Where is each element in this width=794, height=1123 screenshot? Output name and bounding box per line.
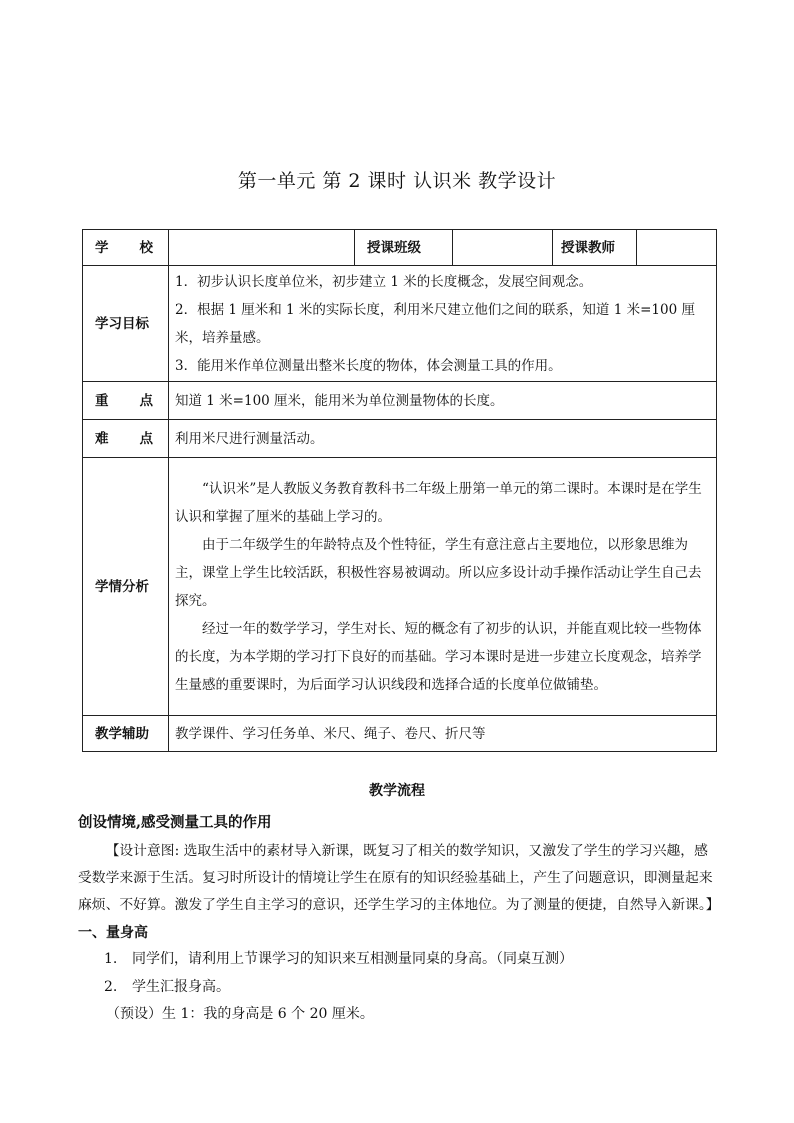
key-label-char-2: 点 [139, 392, 153, 409]
class-label: 授课班级 [355, 230, 453, 266]
goal-item-1: 1．初步认识长度单位米，初步建立 1 米的长度概念，发展空间观念。 [175, 273, 593, 290]
goals-label: 学习目标 [83, 266, 169, 382]
section-heading: 创设情境,感受测量工具的作用 [78, 814, 272, 831]
flow-heading: 教学流程 [369, 783, 425, 799]
list-item [104, 948, 573, 968]
page-title: 第一单元 第 2 课时 认识米 教学设计 [237, 170, 557, 192]
key-point-text: 知道 1 米=100 厘米，能用米为单位测量物体的长度。 [169, 382, 717, 420]
table-row [83, 266, 717, 382]
list-number: 2. [104, 979, 118, 995]
diff-label-char-1: 难 [95, 430, 109, 447]
preset-line: （预设）生 1：我的身高是 6 个 20 厘米。 [106, 1006, 374, 1022]
school-label-cell [83, 230, 169, 266]
list-item-text: 学生汇报身高。 [132, 979, 230, 995]
design-intent-paragraph: 【设计意图: 选取生活中的素材导入新课，既复习了相关的数学知识，又激发了学生的学习兴趣，感受数学来源于生活。复习时所设计的情境让学生在原有的知识经验基础上，产生了问题意识，即测量起来麻烦、不好算。激发了学生自主学习的意识，还学生学习的主体地位。为了测量的便捷，自然导入新课。】 [78, 843, 720, 913]
difficulty-label-cell [83, 420, 169, 458]
goal-item-3: 3．能用米作单位测量出整米长度的物体，体会测量工具的作用。 [175, 357, 562, 374]
analysis-paragraph-1: “认识米”是人教版义务教育教科书二年级上册第一单元的第二课时。本课时是在学生认识和掌握了厘米的基础上学习的。 [175, 480, 702, 525]
school-label-char-1: 学 [95, 239, 109, 256]
table-row [83, 420, 717, 458]
school-label-char-2: 校 [139, 239, 153, 256]
aids-text: 教学课件、学习任务单、米尺、绳子、卷尺、折尺等 [169, 716, 717, 752]
table-row [83, 382, 717, 420]
analysis-paragraph-3: 经过一年的数学学习，学生对长、短的概念有了初步的认识，并能直观比较一些物体的长度，为本学期的学习打下良好的而基础。学习本课时是进一步建立长度观念，培养学生量感的重要课时，为后面学习认识线段和选择合适的长度单位做铺垫。 [175, 620, 702, 693]
school-value-cell [169, 230, 355, 266]
analysis-label: 学情分析 [83, 458, 169, 716]
goal-item-2: 2．根据 1 厘米和 1 米的实际长度，利用米尺建立他们之间的联系，知道 1 米=100 厘米，培养量感。 [175, 301, 695, 346]
list-number: 1. [104, 951, 118, 967]
analysis-paragraph-2: 由于二年级学生的年龄特点及个性特征，学生有意注意占主要地位，以形象思维为主，课堂上学生比较活跃，积极性容易被调动。所以应多设计动手操作活动让学生自己去探究。 [175, 536, 702, 609]
difficulty-text: 利用米尺进行测量活动。 [169, 420, 717, 458]
lesson-info-table [82, 229, 717, 752]
teacher-label: 授课教师 [553, 230, 637, 266]
aids-label: 教学辅助 [83, 716, 169, 752]
table-row [83, 458, 717, 716]
analysis-cell [169, 458, 717, 716]
list-item [104, 976, 230, 996]
subsection-heading: 一、量身高 [78, 925, 148, 941]
table-row [83, 716, 717, 752]
list-item-text: 同学们，请利用上节课学习的知识来互相测量同桌的身高。（同桌互测） [132, 951, 573, 967]
teacher-value-cell [637, 230, 717, 266]
diff-label-char-2: 点 [139, 430, 153, 447]
goals-cell [169, 266, 717, 382]
class-value-cell [453, 230, 553, 266]
key-label-char-1: 重 [95, 392, 109, 409]
table-row [83, 230, 717, 266]
key-point-label-cell [83, 382, 169, 420]
